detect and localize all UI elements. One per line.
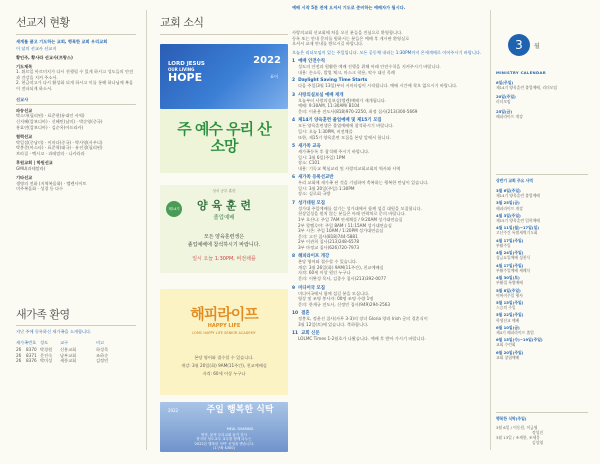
announcement-item [292,143,487,171]
announcement-line: 장소: C101 [298,160,320,166]
motto-year: 2022 [253,55,281,66]
announcement-number: 1 [292,59,296,65]
announcement-line: 모든 양육훈련생은 졸업예배에 참석하시기 바랍니다. [298,123,394,129]
mission-group [16,108,136,130]
col-header: 교구 [60,339,69,345]
schedule-item [496,350,588,360]
group-line: 신지혜(캄보디아) · 신혜민(남미) · 박순영(중국) [16,119,103,125]
mission-group [16,160,136,171]
cell: 26 [16,358,22,364]
schedule-item [496,200,588,210]
group-line: 홍효연(캄보디아) · 김순옥(아프리카) [16,124,84,130]
new-member-rows [16,347,136,364]
schedule-item [496,213,588,223]
schedule-event: 교회 창립예배 [496,354,520,360]
schedule-date: 4월 17일(주일) [496,262,524,268]
prayer-2: 2. 현금작고가 다시 활성화 되게 하시고 이를 통해 하나님께 복음이 전파되게 하소서. [16,80,134,91]
month-label: 월 [534,43,540,50]
training-date: 일시 오늘 1:30PM, 비전채플 [192,256,256,262]
announcement-line: 오늘부터 사랑의실보실(엘렌)예배가 재개됩니다. [298,97,387,103]
schedule-date: 6월 10일(금) [496,324,520,330]
motto-korean [160,109,288,173]
table-row [16,358,136,364]
column-divider [490,10,491,450]
schedule-item [496,337,588,347]
schedule-date: 4월 17일(주일) [496,237,524,243]
cell: 8371 [26,352,37,358]
announcement-line: 문의: 한재규 전도사, 신정민 집사(949)294-2563 [298,301,391,307]
group-heading: 협력선교 [16,134,33,140]
mission-column [16,14,136,454]
cell: 남부교회 [60,352,77,358]
mission-sub: 이 달의 선교사 선교지 [16,45,57,51]
cell: 8376 [26,358,37,364]
announcement-line: 예배: 9:30AM, 11:30AM/ B104 [298,103,360,109]
divider [496,412,588,413]
cell: 박경원 [40,347,53,353]
schedule-date: 5월 15일(주일) [496,299,524,305]
schedule-item [496,288,588,298]
announcement-title: 새가족 등록선교반 [298,175,334,181]
schedule-event: 부활주일예배 세례식 [496,267,531,273]
schedule-item [496,263,588,273]
group-line: 미주복음화 · 성경 등 다수 [16,186,64,192]
announcement-item [292,174,487,197]
schedule-event: 고난주간 특별새벽기도회 [496,230,538,236]
schedule-item [496,250,588,260]
meal-schedule [496,425,588,446]
announcement-line: 영상 및 조명 봉사자: 00명 조명 수량 1명 [298,296,374,302]
group-line: GMU(과테말라) [16,165,46,171]
meal-line: '2022년 행복한 식탁' 신청을 받습니다. [193,441,255,446]
announcement-line: 2부 이관희 집사(213)248-6578 [298,239,360,245]
announcement-number: 4 [292,118,296,124]
prayer-title: 기도제목 [16,63,33,69]
schedule-event: 부활절 특별예배 [496,280,523,286]
table-header [16,340,136,346]
announcement-line: 또한, 제15기 양육훈련 모집을 본당 앞에서 합니다. [298,134,391,140]
announcement-number: 5 [292,144,296,150]
schedule-event: 제4기 해피라이프 졸업 [496,329,534,335]
mission-group [16,175,136,192]
col-header: 새가족번호 [16,339,37,345]
divider [16,104,136,105]
announcement-line: 우리 교회에 새가족 된 것을 기념하여 축복하는 행복한 만남이 있습니다. [298,180,429,186]
schedule-event: 학생선교 예배 [496,317,520,323]
meal-title: 주일 행복한 식탁 [206,405,274,415]
announcement-title: 제14기 양육훈련 졸업예배 및 제15기 모집 [298,118,382,124]
schedule-item [496,325,588,335]
schedule-item [496,225,588,235]
schedule-item [496,275,588,285]
announcement-title: 새가족 교육 [298,144,321,150]
announcement-line: 자격: 60세 이상 원인 누구나 [298,270,351,276]
announcement-item [292,285,487,308]
happylife-line2: 개강: 3월 20일(화) 9AM(11주간), 친교예배실 [181,363,267,368]
schedule-date: 3월 6일(주일) [496,188,521,193]
meal-line: (1구좌 $300) [213,446,235,451]
schedule-date: 3월 25일(금) [496,200,520,206]
announcement-line: 성도의 안전과 원활한 예배 진행을 위해 아래 안전수칙을 지켜주시기 바랍니다. [298,64,441,70]
schedule-date: 5월 8일(주일) [496,287,521,293]
schedule-event: 스승의 주일 [496,305,516,311]
welcome-title: 새가족 환영 [16,308,70,321]
schedule-event: 제15기 양육훈련 입학예배 [496,218,540,223]
schedule-date: 4월 30일(토) [496,275,520,281]
welcome-line: 오셔서 교제 안내를 받으시길 바랍니다. [292,41,364,47]
announcement-line: 개강: 3월 26일(화) 9AM(11주간), 친교예배실 [298,264,384,270]
happylife-line1: 본당 영어와 접수할 수 있습니다. [194,355,254,360]
announcement-number: 7 [292,200,296,206]
cell: 하성목 [96,347,109,353]
col-header: 비고 [96,339,105,345]
news-title: 교회 소식 [160,16,204,29]
announcement-title: 결혼 [301,311,310,317]
cell: 신흥교회 [60,347,77,353]
welcome-sub: 지난 주에 등록하신 새가족을 소개합니다. [16,329,92,334]
announcement-line: 문의: 이완성 목사, 김종수 집사(213)392-0077 [298,275,387,281]
announcement-line: 2부 할렐루야: 주일 8AM / 11:15AM 성가대연습실 [298,222,392,228]
meal-year: 2022 [168,408,179,413]
meal-host: 3월 13일 / 조세붕, 조세웅 [496,435,540,441]
mission-intro: 세계를 품고 기도하는 교회, 행복한 교회 우리교회 [16,39,108,44]
divider [160,34,288,35]
announcement-line: 일시: 오늘 1:30PM, 비전채플 [298,129,353,135]
schedule-event: 교회 수련회 [496,342,516,348]
announcement-title: 성가대원 모집 [298,200,326,206]
training-card [160,185,288,273]
happylife-card [160,289,288,395]
schedule-item [496,238,588,248]
announcement-line: 본당 영어와 접수할 수 있습니다. [298,259,358,265]
announcement-line: 문의: 고진 집사(818)744-5881 [298,233,358,239]
announcement-item [292,330,487,342]
happylife-sub2: LOMC HAPPY LIFE SENIOR ACADEMY [192,331,256,335]
cell: 박미성 [40,358,53,364]
month-badge: 3 [508,34,530,56]
prayer-1: 1. 튀르일 아르미지가 다시 진행될 수 있게 하시고 성도들의 안전과 건강을 지켜 주소서. [16,69,134,80]
schedule-date: 6월 15일(수)~19일(주일) [496,337,543,343]
announcement-line: 일시: 3월 6일(주일) 1PM [298,154,346,160]
month-calendar [496,80,588,119]
announcement-line: 장소: 실로회 국방 [298,191,331,197]
news-images-column [160,14,288,454]
announcement-line: 문의: 이윤용 전도사(818)970-2250, 최정 집사(213)300-5669 [298,108,418,114]
cell: 8370 [26,347,37,353]
schedule-date: 4월 24일(주일) [496,250,524,256]
schedule-date: 5월 22일(주일) [496,312,524,318]
cal-date: 6일(주일) [496,80,514,85]
motto-line: OUR LIVING [168,66,195,72]
announcement-number: 9 [292,285,296,291]
top-notice: 예배 시작 5분 전에 오셔서 기도로 준비하는 예배자가 됩시다. [292,5,406,10]
welcome-line: 사랑의교회 선교회에 처음 오신 분들을 진심으로 환영합니다. [292,30,403,35]
happylife-title: 해피라이프 [190,305,258,323]
schedule-date: 4월 11일(월)~17일(일) [496,225,539,231]
announcement-line: 새가족등록 후 참석해 주시기 바랍니다. [298,149,370,155]
group-heading: 파송선교 [16,107,33,113]
cell: 조하순 [96,352,109,358]
announcement-title: Daylight Saving Time Starts [298,78,368,84]
announcement-line: 3부 시온: 주일 10AM / 1:20PM 성가대연습실 [298,228,384,234]
cal-event: 해피라이프 개강 [496,113,523,119]
happylife-line3: 자격: 60세 이상 누구나 [202,371,246,376]
announcement-item [292,92,487,115]
schedule-date: 6월 20일(주일) [496,349,524,355]
divider [16,325,136,326]
group-heading: 후원교회 | 학원선교 [16,160,53,166]
mission-title: 선교지 현황 [16,16,70,29]
meal-line: 한국어 성도교우 교우를 함께 나누는 [196,437,252,442]
group-heading: 기타선교 [16,175,33,181]
training-line1: 모든 양육훈련생은 [203,234,245,240]
announcement-line: 일시: 3월 20일(주일) 1:30PM [298,185,355,191]
training-title: 양 육 훈 련 [197,199,251,212]
col-header: 성도 [40,339,49,345]
motto-english [168,62,205,84]
cell: 26 [16,347,22,353]
training-line2: 졸업예배에 참석하시기 바랍니다. [187,242,261,248]
announcement-line: 3월 12일(토)에 있습니다. 축하합니다. [298,321,369,327]
schedule-list [496,188,588,362]
group-line: 박스마(필리핀) · 표준현(유대인 사역) [16,113,85,119]
meal-host: 정성진 [532,430,544,436]
schedule-event: 제14기 양육훈련 졸업예배 [496,193,540,199]
announcement-line: 다음 주일(3월 13일)부터 서머타임이 시작됩니다. 예배 시간에 착오 없으시기 바랍니다. [298,83,458,89]
announcement-line: 내용: 기독교 핵심교리 및 사랑의교회교회의 역사와 사역 [298,165,401,171]
motto-line: LORD JESUS [168,61,205,67]
schedule-date: 4월 3일(주일) [496,212,521,218]
announcement-item [292,58,487,75]
cell: 김정민 [96,358,109,364]
meal-sharing-card [160,402,288,452]
cal-date: 20일(주일) [496,94,516,100]
cell: 26 [16,352,22,358]
cell: 문진숙 [40,352,53,358]
announcement-line: 미디어국에서 함께 섬길 분을 모십니다. [298,290,370,296]
meal-host: 3월 6일 / 이동림, 이금영 [496,425,538,430]
announcement-item [292,253,487,281]
divider [496,174,588,175]
announcement-title: 교회 신문 [301,331,320,337]
announcement-title: 미디어국 모집 [298,285,326,291]
announcement-number: 10 [292,311,299,317]
announcement-line: 내용: 손소독, 발열 체크, 마스크 착용, 악수 대신 목례 [298,69,395,75]
group-line: 생명의 전화 (지역복음화) · 엘렌사이트 [16,180,87,186]
schedule-event: 성금요일예배 성찬식 [496,255,531,261]
announcement-number: 6 [292,175,296,181]
meal-line: 영적, 물적 우리교회 돕기 감사 [200,433,248,437]
announcement-line: 1부 호산나: 주일 7AM 연세채플 / 9:20AM 성가대연습실 [298,217,403,223]
announcement-title: 해피라이프 개강 [298,254,330,260]
cal-date: 25일(금) [496,108,513,114]
meal-schedule-title: 행복한 식탁(주일) [496,416,527,421]
announcement-title: 사랑의실보실 예배 재개 [298,92,344,98]
schedule-item [496,312,588,322]
cal-event: 제14기 양육훈련 졸업예배, 리더모임 [496,85,558,91]
announcements-column [292,5,487,460]
announcement-number: 11 [292,331,299,337]
cell: 새풍교회 [60,358,77,364]
schedule-event: 부활주일 [496,242,511,248]
welcome-blue: 오늘은 리더모임이 있는 주일입니다. 모든 공동체 내리는 1:30PM까지 온세계에로 이어주시기 바랍니다. [292,49,482,55]
happylife-sub: HAPPY LIFE [207,323,241,329]
schedule-item [496,300,588,310]
announcement-number: 8 [292,254,296,260]
calendar-title: MINISTRY CALENDAR [496,70,546,75]
group-line: 박봉준(아스타) · 표준혁(태국) · 유진경(필리핀) [16,145,103,151]
announcement-line: 정봉호, 정윤선 집사(사무 3-3)의 장녀 Gloria 양과 Irish 군의 결혼식이 [298,316,428,322]
training-kicker: 성서 공부 훈련 [212,189,236,193]
meal-host: 김성영 [532,440,544,446]
missionary-name: 황인주, 황사라 선교사(프랑스) [16,55,73,61]
announcement-number: 3 [292,92,296,98]
missionary-subhead: 선교사 [16,97,29,103]
motto-label: 표어 [270,74,278,79]
announcement-line: LOLMC Times 1-2월호가 나왔습니다. 예배 후 받아 가시기 바랍니다. [298,336,426,342]
motto-korean-text: 주 예수 우리 산 소망 [177,120,271,156]
motto-line: HOPE [168,70,203,84]
announcement-line: 3부 마정교 집사(626)720-7973 [298,244,360,250]
announcement-item [292,310,487,327]
announcement-item [292,200,487,250]
announcement-number: 2 [292,78,296,84]
welcome-section [16,306,136,364]
schedule-event: 해피라이프 개강 [496,205,523,211]
announcement-item [292,117,487,140]
announcement-list [292,58,487,342]
meal-lines [160,433,288,451]
schedule-item [496,188,588,198]
announcement-title: 예배 안전수칙 [298,59,326,65]
column-divider [146,10,147,450]
welcome-line: 등록 또는 안내 문의를 원하시는 분들은 예배 후 게시판 환영실로 [292,35,410,41]
training-badge: 제14기 [166,201,182,217]
announcement-item [292,78,487,89]
meal-sub: MEAL SHARING [226,427,254,431]
announcement-line: 천상일성을 원치 않는 분들은 아래 연락처로 문의 바랍니다. [298,211,406,217]
schedule-event: 어버이주일 행사 [496,292,523,298]
mission-group [16,134,136,156]
divider [16,34,136,35]
calendar-column [492,14,592,459]
group-line: 박일섭(중남미) · 이마다(중국) · 박사영(사우디) [16,139,103,145]
training-sub: 졸업예배 [213,215,235,221]
announcement-line: 성가대 주일예배를 섬기는 성가대에서 함께 섬길 대원을 모집합니다. [298,205,422,211]
motto-banner [160,44,288,109]
cal-event: 리더모임 [496,99,511,105]
group-line: 브라질 · 멕시코 · 과테말라 · 니카라과 [16,150,85,156]
new-member-table [16,340,136,346]
schedule-title: 상반기 교회 주요 사역 [496,178,533,183]
